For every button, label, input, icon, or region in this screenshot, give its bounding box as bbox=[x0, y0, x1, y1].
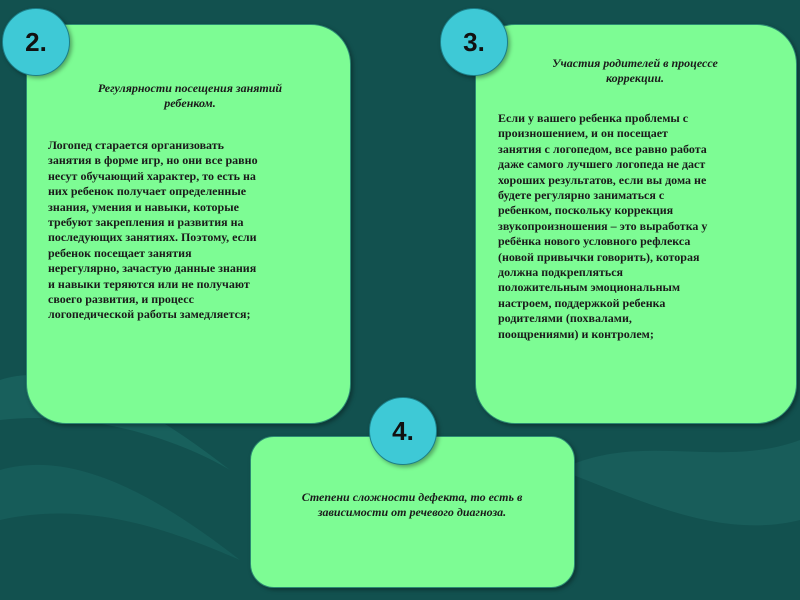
card-3-body: Если у вашего ребенка проблемы с произношением, и он посещает занятия с логопедом, все равно работа даже самого лучшего логопеда не даст хороших результатов, если вы дома не будете регулярно заниматься с ребенком, поскольку коррекция звукопроизношения – это выработка у ребёнка нового условного рефлекса (новой привычки говорить), которая должна подкрепляться положительным эмоциональным настроем, поддержкой ребенка родителями (похвалами, поощрениями) и контролем; bbox=[498, 111, 708, 341]
badge-number-4: 4. bbox=[369, 397, 437, 465]
card-4-body: Степени сложности дефекта, то есть в зависимости от речевого диагноза. bbox=[301, 490, 523, 520]
badge-number-3: 3. bbox=[440, 8, 508, 76]
card-2-heading: Регулярности посещения занятий ребенком. bbox=[97, 81, 283, 111]
card-3-heading: Участия родителей в процессе коррекции. bbox=[552, 56, 718, 86]
badge-number-2: 2. bbox=[2, 8, 70, 76]
card-2-body: Логопед старается организовать занятия в форме игр, но они все равно несут обучающий характер, то есть на них ребенок получает определенные знания, умения и навыки, которые требуют закрепления и развития на последующих занятиях. Поэтому, если ребенок посещает занятия нерегулярно, зачастую данные знания и навыки теряются или не получают своего развития, и процесс логопедической работы замедляется; bbox=[48, 138, 258, 322]
